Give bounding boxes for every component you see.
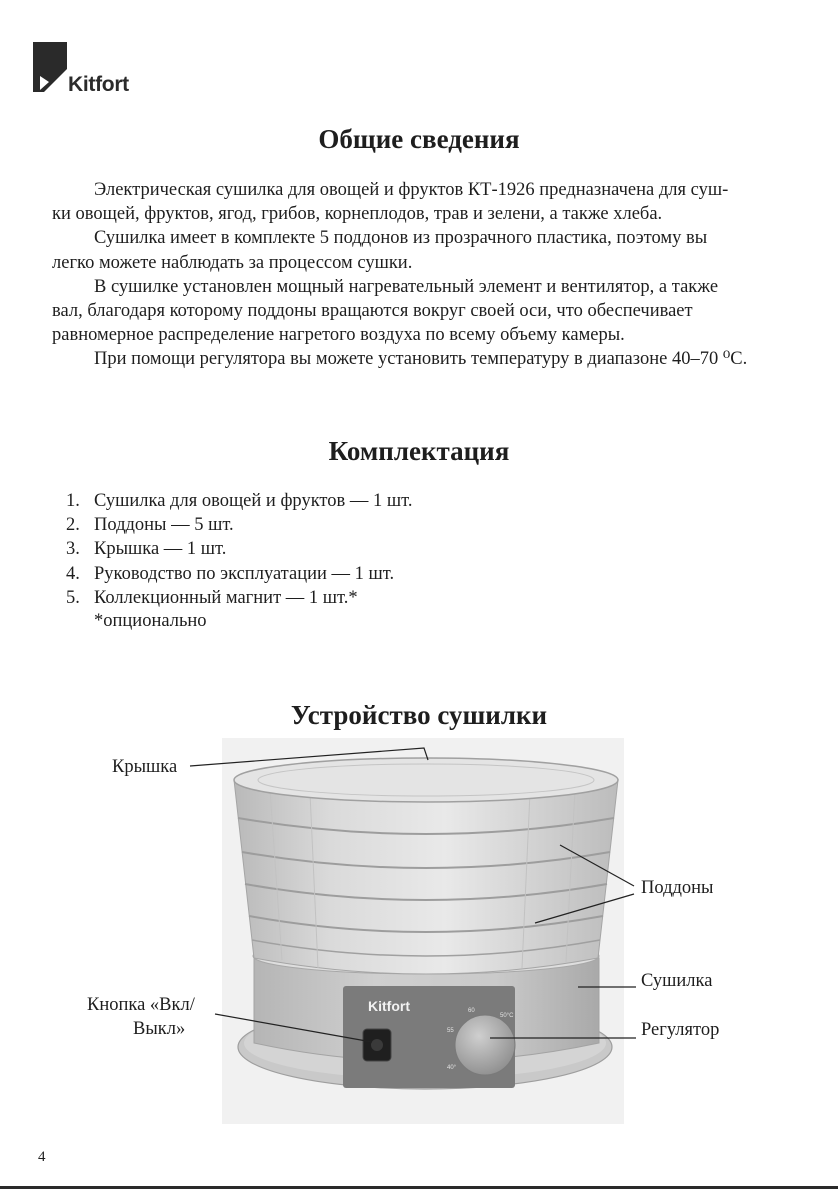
- section-title-general: Общие сведения: [318, 124, 520, 154]
- list-item: 5. Коллекционный магнит — 1 шт.*: [66, 587, 358, 608]
- label-lid: Крышка: [112, 757, 178, 777]
- list-item: 2. Поддоны — 5 шт.: [66, 515, 234, 536]
- label-button-line1: Кнопка «Вкл/: [87, 995, 195, 1015]
- svg-text:50°C: 50°C: [500, 1013, 514, 1019]
- text-line: равномерное распределение нагретого воздуха по всему объему камеры.: [52, 325, 625, 346]
- footnote: *опционально: [94, 611, 207, 631]
- svg-text:40°: 40°: [447, 1065, 457, 1071]
- text-line: В сушилке установлен мощный нагревательный элемент и вентилятор, а также: [94, 276, 719, 297]
- logo-wordmark: Kitfort: [68, 73, 129, 96]
- svg-text:60: 60: [468, 1008, 475, 1014]
- label-regulator: Регулятор: [641, 1020, 720, 1040]
- text-line: легко можете наблюдать за процессом сушки.: [52, 252, 413, 273]
- text-line: ки овощей, фруктов, ягод, грибов, корнеплодов, трав и зелени, а также хлеба.: [52, 204, 663, 225]
- text-line: Сушилка имеет в комплекте 5 поддонов из прозрачного пластика, поэтому вы: [94, 228, 708, 249]
- label-dryer: Сушилка: [641, 971, 713, 991]
- section-title-contents: Комплектация: [328, 436, 510, 466]
- label-trays: Поддоны: [641, 878, 714, 898]
- list-item: 4. Руководство по эксплуатации — 1 шт.: [66, 563, 395, 584]
- device-brand: Kitfort: [368, 998, 410, 1014]
- bottom-rule: [0, 1186, 838, 1189]
- text-line: вал, благодаря которому поддоны вращаются вокруг своей оси, что обеспечивает: [52, 301, 693, 322]
- lid: [234, 758, 618, 802]
- temperature-knob: [455, 1015, 515, 1075]
- svg-text:55: 55: [447, 1028, 454, 1034]
- trays-stack: [234, 780, 618, 974]
- list-item: 1. Сушилка для овощей и фруктов — 1 шт.: [66, 491, 413, 511]
- text-line: Электрическая сушилка для овощей и фруктов КТ-1926 предназначена для суш-: [94, 180, 729, 200]
- page-number: 4: [38, 1149, 46, 1165]
- list-item: 3. Крышка — 1 шт.: [66, 539, 227, 560]
- label-button-line2: Выкл»: [133, 1019, 186, 1039]
- text-line: При помощи регулятора вы можете установить температуру в диапазоне 40–70 ⁰С.: [94, 349, 748, 370]
- section-title-device: Устройство сушилки: [290, 700, 548, 730]
